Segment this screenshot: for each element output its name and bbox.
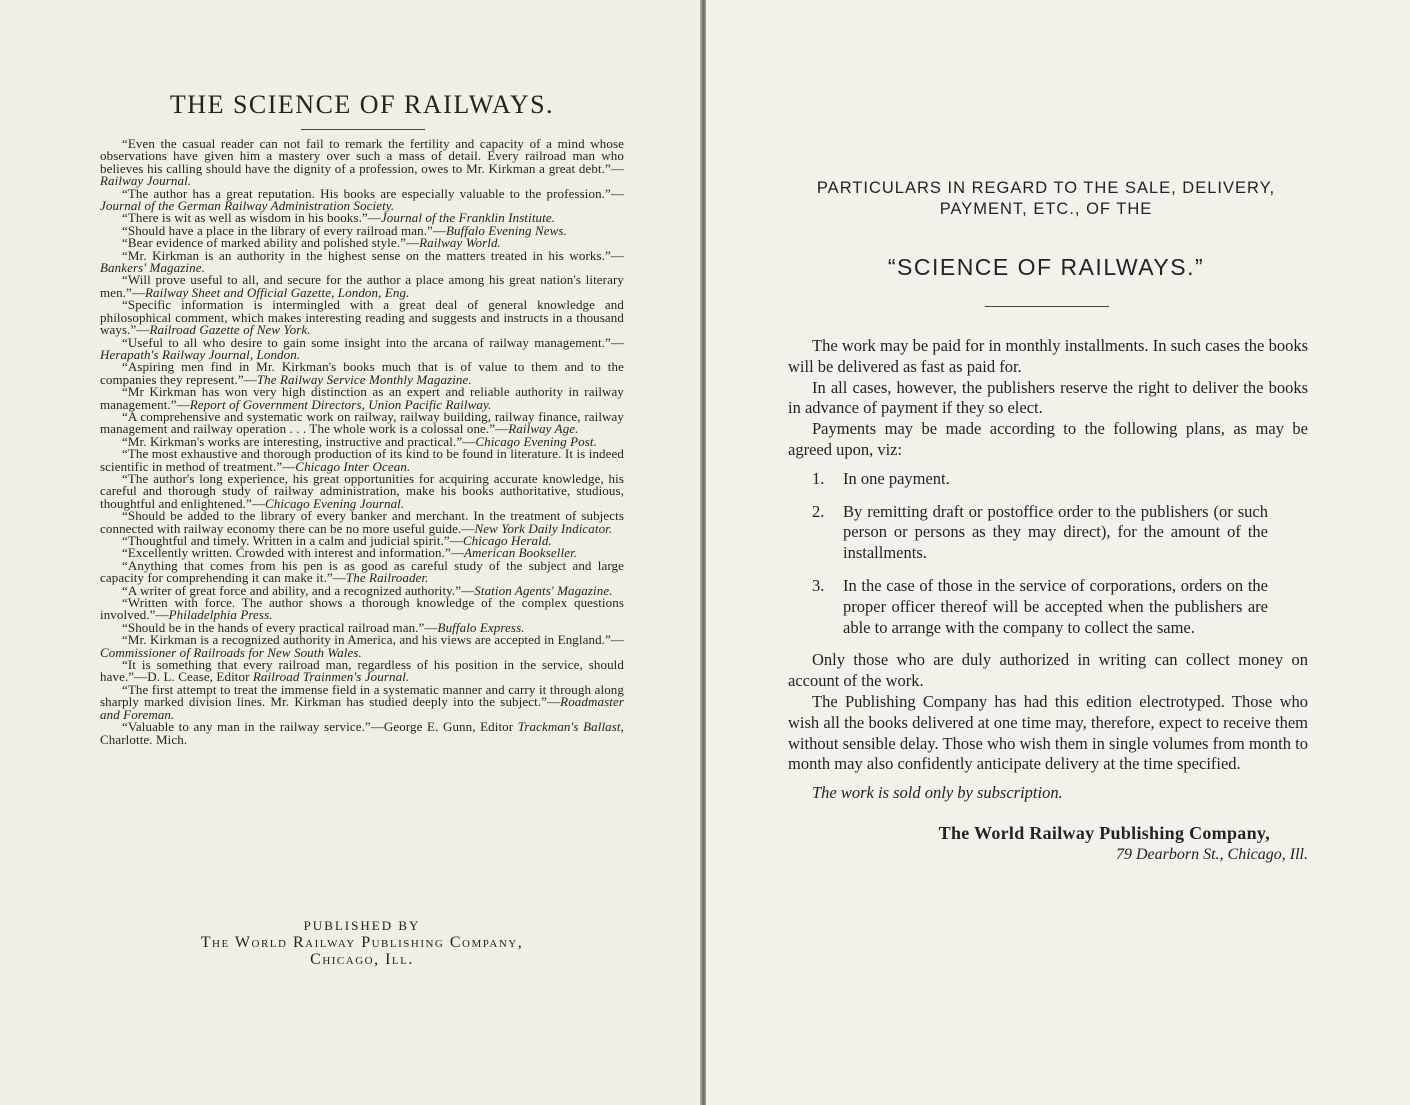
title-divider [985,306,1109,307]
testimonial [100,138,624,188]
testimonial-source: The Railroader. [345,570,429,586]
testimonial-source: Railway Journal. [100,173,192,189]
testimonial-source: Railroad Trainmen's Journal. [252,669,410,685]
plan-number: 1. [812,468,825,488]
testimonial-text: “Useful to all who desire to gain some insight into the arcana of railway management.”— [122,334,624,350]
testimonial-text: “Thoughtful and timely. Written in a calm and judicial spirit.”— [122,533,463,548]
testimonial-source: Buffalo Express. [437,619,525,635]
testimonial-text: “The author has a great reputation. His books are especially valuable to the profession.”— [122,185,624,201]
testimonial-text: “Specific information is intermingled with a great deal of general knowledge and philosophical comment, which makes interesting reading and suggests and instructs in a thousand ways.”— [100,297,624,338]
testimonial-source: Commissioner of Railroads for New South Wales. [100,644,362,660]
company-address: 79 Dearborn St., Chicago, Ill. [1116,846,1308,863]
testimonial [100,247,624,276]
testimonial-text: “Should be in the hands of every practical railroad man.”— [122,619,438,635]
testimonial-source: The Railway Service Monthly Magazine. [256,371,472,387]
particulars-heading [776,178,1316,220]
plan-number: 3. [812,575,825,595]
list-item [788,502,1308,564]
published-by-label: PUBLISHED BY [303,918,421,933]
testimonial [100,681,624,722]
publisher-city: Chicago, Ill. [310,951,414,968]
signature-block [788,823,1308,864]
testimonial [100,408,624,437]
heading-line-2: PAYMENT, ETC., OF THE [939,200,1153,218]
testimonial-source: Chicago Herald. [462,533,552,548]
company-name: The World Railway Publishing Company, [938,823,1270,843]
testimonial [100,386,624,411]
testimonial [100,634,624,659]
testimonial-text: “Mr. Kirkman's works are interesting, instructive and practical.”— [122,433,476,449]
testimonial-source: Chicago Evening Journal. [265,495,405,511]
testimonial [100,299,624,336]
plan-number: 2. [812,501,825,521]
testimonial-source: Railway Sheet and Official Gazette, London, Eng. [145,284,410,300]
testimonial [100,448,624,473]
testimonial-text: “Valuable to any man in the railway service.”—George E. Gunn, Editor [122,719,518,735]
testimonial-text: “Anything that comes from his pen is as good as careful study of the subject and large capacity for comprehending it can make it.”— [100,557,624,586]
testimonial [100,361,624,386]
testimonial [100,659,624,684]
testimonial-text: “The author's long experience, his great opportunities for acquiring accurate knowledge, his careful and thorough study of railway administration, make his books authoritative, studious, thoughtful and enlightened.”— [100,470,624,511]
testimonial-text: “Aspiring men find in Mr. Kirkman's books much that is of value to them and to the companies they represent.”— [100,359,624,387]
testimonial-text: “It is something that every railroad man, regardless of his position in the service, should have.”—D. L. Cease, Editor [100,657,624,685]
heading-line-1: PARTICULARS IN REGARD TO THE SALE, DELIVERY, [816,179,1276,197]
testimonial-source: Journal of the Franklin Institute. [380,210,556,226]
testimonial-source: Chicago Inter Ocean. [295,458,411,474]
testimonial-source: Report of Government Directors, Union Pacific Railway. [189,396,492,412]
plan-text: In one payment. [843,468,950,488]
paragraph-electrotyped: The Publishing Company has had this edition electrotyped. Those who wish all the books delivered at one time may, therefore, expect to receive them without sensible delay. Those who wish them in single volumes from month to month may also confidently anticipate delivery at the time specified. [788,691,1308,774]
testimonial-text: “There is wit as well as wisdom in his books.”— [122,210,381,226]
plan-text: In the case of those in the service of corporations, orders on the proper officer thereof will be accepted when the publishers are able to arrange with the company to collect the same. [843,575,1268,637]
paragraph-authorization: Only those who are duly authorized in writing can collect money on account of the work. [788,650,1308,691]
paragraph-installments: The work may be paid for in monthly installments. In such cases the books will be delivered as fast as paid for. [788,336,1308,376]
paragraph-delivery-right: In all cases, however, the publishers reserve the right to deliver the books in advance of payment if they so elect. [788,377,1308,418]
testimonial-source: Railway World. [419,235,501,251]
terms-body [788,336,1308,804]
testimonial-source: Buffalo Evening News. [446,222,567,238]
testimonial [100,597,624,622]
testimonial [100,510,624,535]
testimonial-source: Philadelphia Press. [168,607,273,623]
testimonial [100,274,624,299]
testimonial-source: New York Daily Indicator. [474,520,613,536]
list-item [788,576,1308,638]
testimonial-source: Railroad Gazette of New York. [149,322,311,338]
testimonial-text: “Should have a place in the library of every railroad man.”— [122,222,447,238]
testimonial-source: Herapath's Railway Journal, London. [100,346,301,362]
testimonial-source: Railway Age. [508,421,579,437]
testimonial-text: “Mr. Kirkman is a recognized authority in America, and his views are accepted in England.”— [122,632,624,648]
list-item [788,469,1308,490]
testimonial-text: “A writer of great force and ability, and a recognized authority.”— [122,582,475,598]
testimonial [100,557,624,586]
plan-text: By remitting draft or postoffice order to the publishers (or such person or persons as they may direct), for the amount of the installments. [843,501,1268,563]
testimonial [100,721,624,746]
testimonial-text: “The most exhaustive and thorough production of its kind to be found in literature. It is indeed scientific in method of treatment.”— [100,446,624,474]
publisher-block [100,917,624,968]
testimonial-text: “The first attempt to treat the immense field in a systematic manner and carry it through along sharply marked division lines. Mr. Kirkman has studied deeply into the subject.”— [100,681,624,710]
testimonial-text: “Written with force. The author shows a thorough knowledge of the complex questions involved.”— [100,595,624,623]
testimonial-text: “A comprehensive and systematic work on railway, railway building, railway finance, railway management and railway operation . . . The whole work is a colossal one.”— [100,408,624,437]
testimonial-text: “Bear evidence of marked ability and polished style.”— [122,235,420,251]
testimonial-source: Roadmaster and Foreman. [100,694,624,722]
testimonial-text: “Should be added to the library of every banker and merchant. In the treatment of subjects connected with railway economy there can be no more useful guide.— [100,508,624,536]
left-page [0,0,702,1105]
publisher-name: The World Railway Publishing Company, [200,934,524,951]
testimonial-source: Bankers' Magazine. [100,260,205,276]
testimonial-text: “Mr. Kirkman is an authority in the highest sense on the matters treated in his works.”— [122,247,624,263]
testimonial [100,334,624,362]
paragraph-payment-plans: Payments may be made according to the following plans, as may be agreed upon, viz: [788,419,1308,459]
title-divider [301,129,425,130]
testimonial-source: Trackman's Ballast, [517,719,624,735]
testimonial-source: American Bookseller. [463,545,578,561]
testimonial-text: “Will prove useful to all, and secure for the author a place among his great nation's literary men.”— [100,272,624,300]
testimonial-text: “Mr Kirkman has won very high distinction as an expert and reliable authority in railway management.”— [100,384,624,412]
testimonial-tail: Charlotte. Mich. [100,731,188,747]
testimonial-text: “Excellently written. Crowded with interest and information.”— [122,545,464,561]
testimonial-text: “Even the casual reader can not fail to remark the fertility and capacity of a mind whose observations have given him a mastery over such a mass of detail. Every railroad man who believes his calling should have the dignity of a profession, owes to Mr. Kirkman a great debt.”— [100,136,624,176]
testimonials-block [100,138,624,746]
testimonial-source: Chicago Evening Post. [475,433,597,449]
testimonial [100,470,624,511]
testimonial-source: Station Agents' Magazine. [474,582,613,598]
right-page-title: “SCIENCE OF RAILWAYS.” [887,254,1205,280]
testimonial [100,185,624,214]
payment-plan-list [788,469,1308,639]
left-page-title: THE SCIENCE OF RAILWAYS. [169,90,555,119]
subscription-note: The work is sold only by subscription. [812,783,1063,803]
testimonial-source: Journal of the German Railway Administration Society. [100,198,395,214]
